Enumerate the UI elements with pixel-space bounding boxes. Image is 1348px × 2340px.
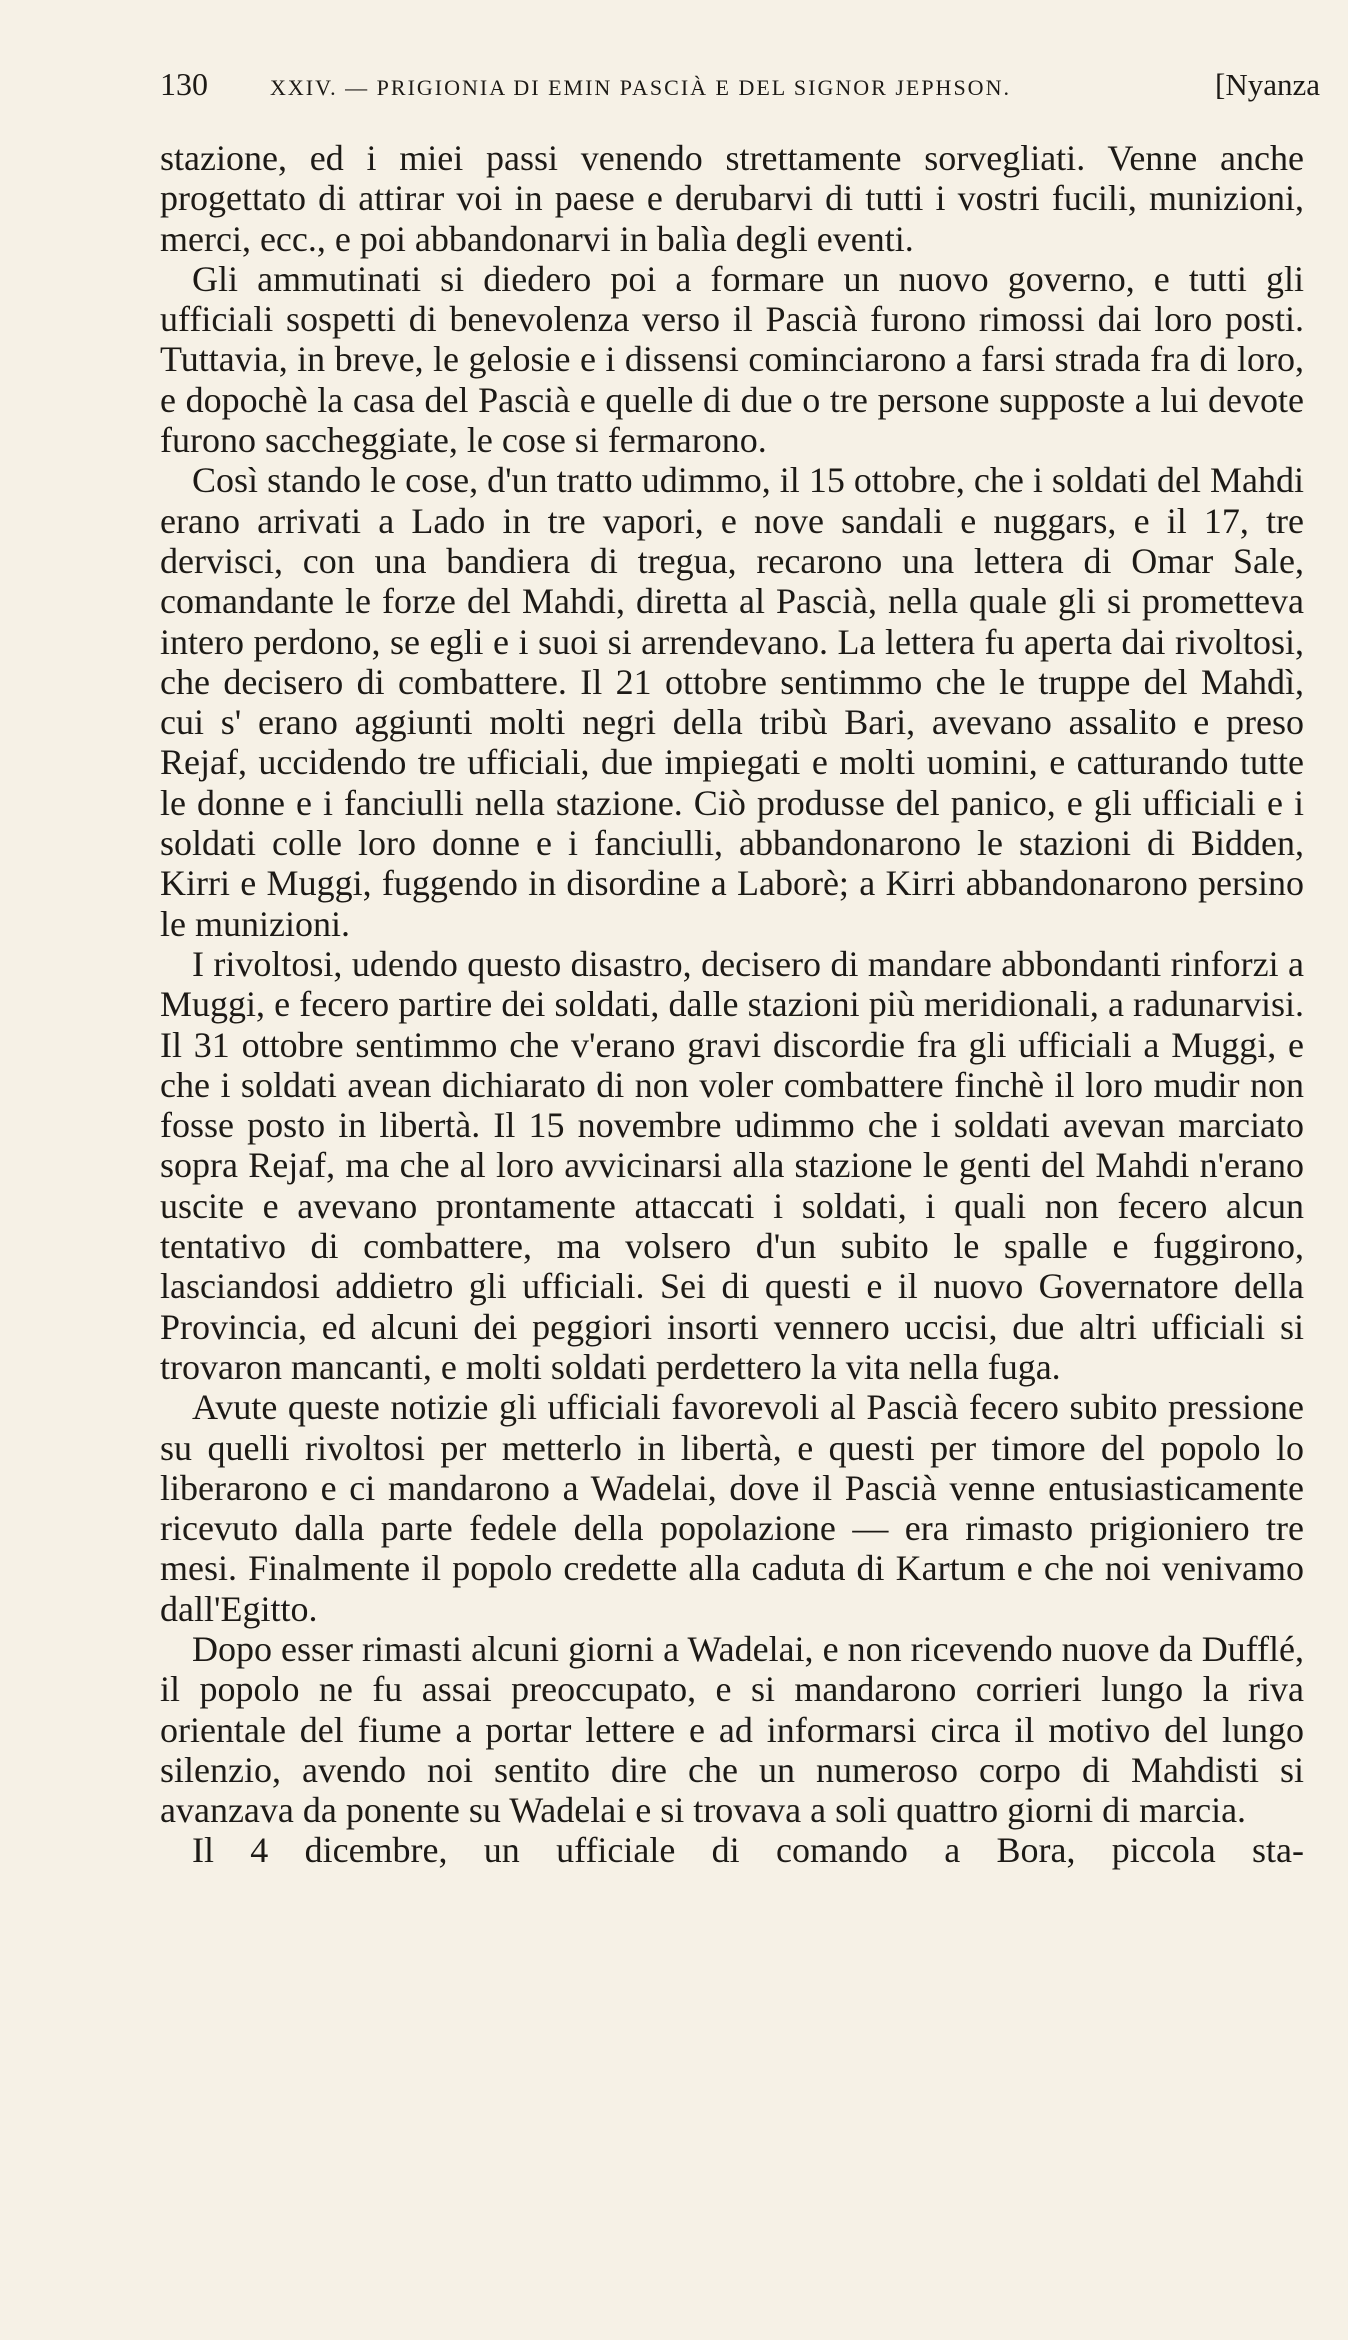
paragraph: Dopo esser rimasti alcuni giorni a Wadelai, e non ricevendo nuove da Dufflé, il popolo ne fu assai preoccupato, e si mandarono corrieri lungo la riva orientale del fiume a portar lettere e ad informarsi circa il motivo del lungo silenzio, avendo noi sentito dire che un numeroso corpo di Mahdisti si avanzava da ponente su Wadelai e si trovava a soli quattro giorni di marcia.	[160, 1628, 1304, 1831]
running-header	[160, 66, 1320, 116]
running-title: XXIV. — PRIGIONIA DI EMIN PASCIÀ E DEL SIGNOR JEPHSON.	[270, 75, 1011, 100]
paragraph: I rivoltosi, udendo questo disastro, decisero di mandare abbondanti rinforzi a Muggi, e fecero partire dei soldati, dalle stazioni più meridionali, a radunarvisi. Il 31 ottobre sentimmo che v'erano gravi discordie fra gli ufficiali a Muggi, e che i soldati avean dichiarato di non voler combattere finchè il loro mudir non fosse posto in libertà. Il 15 novembre udimmo che i soldati avevan marciato sopra Rejaf, ma che al loro avvicinarsi alla stazione le genti del Mahdi n'erano uscite e avevano prontamente attaccati i soldati, i quali non fecero alcun tentativo di combattere, ma volsero d'un subito le spalle e fuggirono, lasciandosi addietro gli ufficiali. Sei di questi e il nuovo Governatore della Provincia, ed alcuni dei peggiori insorti vennero uccisi, due altri ufficiali si trovaron mancanti, e molti soldati perdettero la vita nella fuga.	[160, 943, 1304, 1387]
paragraph: Avute queste notizie gli ufficiali favorevoli al Pascià fecero subito pressione su quelli rivoltosi per metterlo in libertà, e questi per timore del popolo lo liberarono e ci mandarono a Wadelai, dove il Pascià venne entusiasticamente ricevuto dalla parte fedele della popolazione — era rimasto prigioniero tre mesi. Finalmente il popolo credette alla caduta di Kartum e che noi venivamo dall'Egitto.	[160, 1387, 1304, 1629]
paragraph: Gli ammutinati si diedero poi a formare un nuovo governo, e tutti gli ufficiali sospetti di benevolenza verso il Pascià furono rimossi dai loro posti. Tuttavia, in breve, le gelosie e i dissensi cominciarono a farsi strada fra di loro, e dopochè la casa del Pascià e quelle di due o tre persone supposte a lui devote furono saccheggiate, le cose si fermarono.	[160, 258, 1304, 461]
paragraph: Così stando le cose, d'un tratto udimmo, il 15 ottobre, che i soldati del Mahdi erano arrivati a Lado in tre vapori, e nove sandali e nuggars, e il 17, tre dervisci, con una bandiera di tregua, recarono una lettera di Omar Sale, comandante le forze del Mahdi, diretta al Pascià, nella quale gli si prometteva intero perdono, se egli e i suoi si arrendevano. La lettera fu aperta dai rivoltosi, che decisero di combattere. Il 21 ottobre sentimmo che le truppe del Mahdì, cui s' erano aggiunti molti negri della tribù Bari, avevano assalito e preso Rejaf, uccidendo tre ufficiali, due impiegati e molti uomini, e catturando tutte le donne e i fanciulli nella stazione. Ciò produsse del panico, e gli ufficiali e i soldati colle loro donne e i fanciulli, abbandonarono le stazioni di Bidden, Kirri e Muggi, fuggendo in disordine a Laborè; a Kirri abbandonarono persino le munizioni.	[160, 460, 1304, 944]
page-number: 130	[160, 66, 208, 102]
paragraph: Il 4 dicembre, un ufficiale di comando a Bora, piccola sta-	[192, 1830, 1304, 1871]
body-text	[160, 138, 1304, 1871]
paragraph: stazione, ed i miei passi venendo strettamente sorvegliati. Venne anche progettato di attirar voi in paese e derubarvi di tutti i vostri fucili, munizioni, merci, ecc., e poi abbandonarvi in balìa degli eventi.	[160, 138, 1304, 259]
section-title: [Nyanza	[1215, 67, 1320, 102]
